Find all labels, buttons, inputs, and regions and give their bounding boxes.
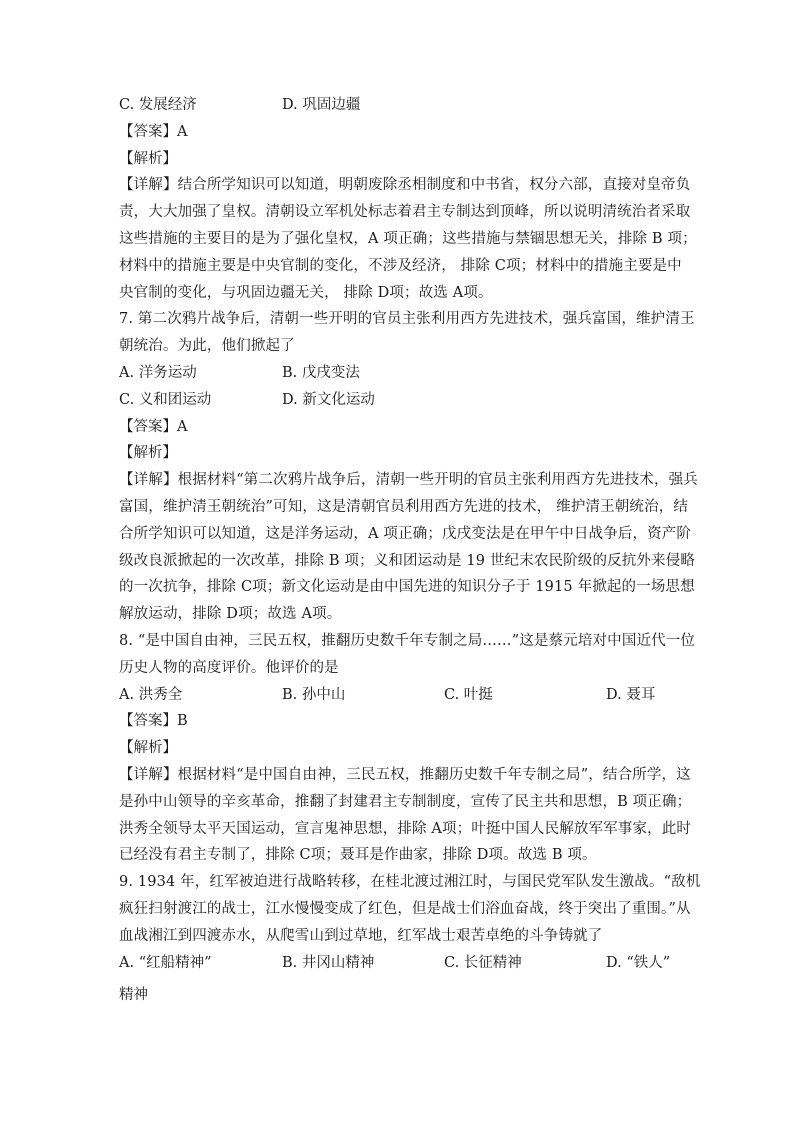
document-content: [119, 92, 701, 1009]
q7-stem-line: 朝统治。为此，他们掀起了: [119, 338, 295, 355]
q8-option-d: D. 聂耳: [606, 686, 656, 703]
q7-answer: 【答案】A: [119, 418, 188, 435]
q8-detail-line: 【详解】根据材料“是中国自由神，三民五权，推翻历史数千年专制之局”，结合所学，这: [119, 766, 691, 783]
q7-detail: [119, 467, 698, 628]
q7-detail-line: 解放运动，排除 D项；故选 A项。: [119, 606, 342, 623]
q9-option-d: D. “铁人”: [606, 954, 671, 971]
q8-option-b: B. 孙中山: [282, 686, 346, 703]
q6-answer: 【答案】A: [119, 123, 188, 140]
q6-detail-line: 材料中的措施主要是中央官制的变化，不涉及经济， 排除 C项；材料中的措施主要是中: [119, 257, 682, 274]
q7-detail-line: 的一次抗争，排除 C项；新文化运动是由中国先进的知识分子于 1915 年掀起的一场思想: [119, 579, 695, 596]
q9-option-a: A. “红船精神”: [119, 954, 212, 971]
q9-option-c: C. 长征精神: [444, 954, 522, 971]
q7-detail-line: 合所学知识可以知道，这是洋务运动，A 项正确；戊戌变法是在甲午中日战争后，资产阶: [119, 525, 692, 542]
q9-stem-line: 9. 1934 年，红军被迫进行战略转移，在桂北渡过湘江时，与国民党军队发生激战。“敌机: [119, 874, 701, 891]
q8-detail-line: 是孙中山领导的辛亥革命，推翻了封建君主专制制度，宣传了民主共和思想，B 项正确；: [119, 793, 692, 810]
q8-option-c: C. 叶挺: [444, 686, 493, 703]
q6-option-d: D. 巩固边疆: [282, 97, 361, 113]
q6-detail-line: 这些措施的主要目的是为了强化皇权，A 项正确；这些措施与禁锢思想无关，排除 B 项；: [119, 230, 697, 247]
q8-analysis-label: 【解析】: [119, 740, 177, 757]
q7-stem: [119, 306, 695, 360]
q8-detail: [119, 762, 692, 869]
q6-option-c: C. 发展经济: [119, 97, 197, 113]
q9-stem-line: 血战湘江到四渡赤水，从爬雪山到过草地，红军战士艰苦卓绝的斗争铸就了: [119, 927, 603, 944]
q8-answer: 【答案】B: [119, 713, 188, 730]
q8-detail-line: 已经没有君主专制了，排除 C项；聂耳是作曲家，排除 D项。故选 B 项。: [119, 847, 597, 864]
q9-options: [119, 950, 679, 977]
q6-detail: [119, 172, 697, 306]
q7-option-d: D. 新文化运动: [282, 391, 375, 408]
q6-detail-line: 责，大大加强了皇权。清朝设立军机处标志着君主专制达到顶峰，所以说明清统治者采取: [119, 204, 691, 221]
q6-detail-line: 央官制的变化，与巩固边疆无关， 排除 D项；故选 A项。: [119, 284, 493, 301]
q8-stem-line: 历史人物的高度评价。他评价的是: [119, 659, 339, 676]
q9-stem: [119, 869, 701, 949]
q7-stem-line: 7. 第二次鸦片战争后，清朝一些开明的官员主张利用西方先进技术，强兵富国，维护清王: [119, 311, 695, 328]
q7-detail-line: 富国，维护清王朝统治”可知，这是清朝官员利用西方先进的技术， 维护清王朝统治，结: [119, 498, 689, 515]
q7-option-c: C. 义和团运动: [119, 391, 212, 408]
q6-detail-line: 【详解】结合所学知识可以知道，明朝废除丞相制度和中书省，权分六部，直接对皇帝负: [119, 177, 691, 194]
q6-options-row-2: [119, 92, 679, 119]
q9-option-continuation: 精神: [119, 987, 148, 1004]
q7-options-row-1: [119, 360, 679, 387]
q7-option-b: B. 戊戌变法: [282, 364, 360, 381]
q9-option-b: B. 井冈山精神: [282, 954, 375, 971]
q6-analysis-label: 【解析】: [119, 150, 177, 167]
q7-detail-line: 级改良派掀起的一次改革，排除 B 项；义和团运动是 19 世纪末农民阶级的反抗外来侵略: [119, 552, 695, 569]
q8-stem: [119, 628, 696, 682]
q7-options-row-2: [119, 387, 679, 414]
q8-options: [119, 682, 679, 709]
q8-stem-line: 8. “是中国自由神，三民五权，推翻历史数千年专制之局……”这是蔡元培对中国近代一位: [119, 632, 696, 649]
q8-option-a: A. 洪秀全: [119, 686, 183, 703]
q7-option-a: A. 洋务运动: [119, 364, 197, 381]
q9-stem-line: 疯狂扫射渡江的战士，江水慢慢变成了红色，但是战士们浴血奋战，终于突出了重围。”从: [119, 900, 691, 917]
q7-detail-line: 【详解】根据材料“第二次鸦片战争后，清朝一些开明的官员主张利用西方先进技术，强兵: [119, 472, 698, 489]
q8-detail-line: 洪秀全领导太平天国运动，宣言鬼神思想，排除 A项；叶挺中国人民解放军军事家，此时: [119, 820, 692, 837]
q7-analysis-label: 【解析】: [119, 445, 177, 462]
